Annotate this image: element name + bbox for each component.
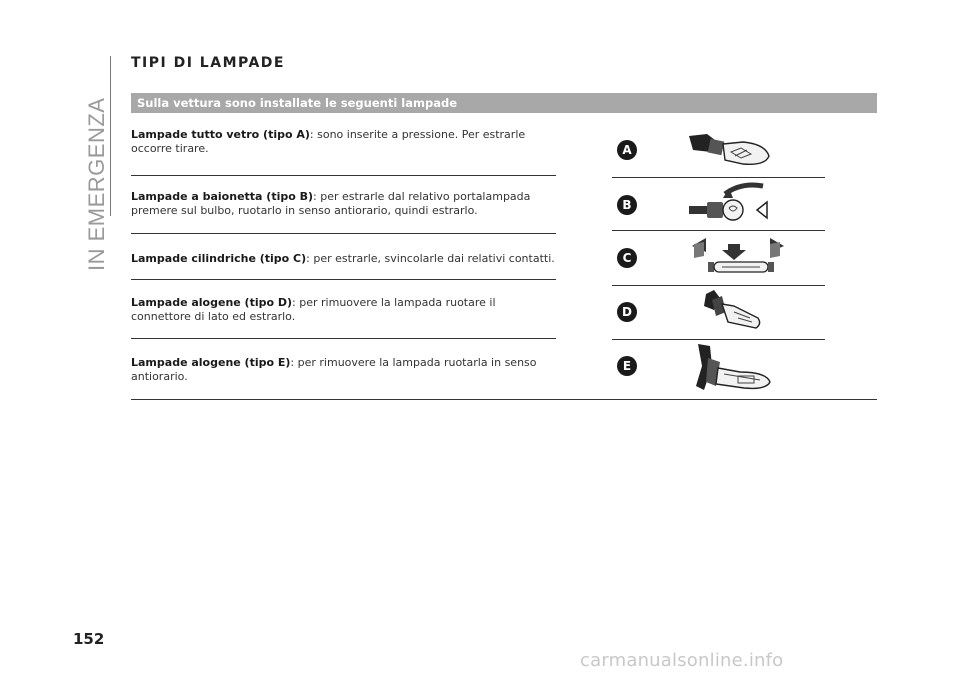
image-divider: [612, 230, 825, 231]
section-tab-label: IN EMERGENZA: [84, 97, 109, 271]
halogen-bulb-e-icon: [690, 340, 780, 396]
lamp-term: Lampade a baionetta (tipo B): [131, 190, 314, 203]
lamp-term: Lampade cilindriche (tipo C): [131, 252, 307, 265]
lamp-badge-e: E: [617, 356, 637, 376]
lamp-desc: : per estrarle, svincolarle dai relativi contatti.: [306, 252, 555, 265]
cylindrical-bulb-icon: [688, 236, 788, 280]
table-bottom-rule: [131, 399, 877, 400]
lamp-term: Lampade alogene (tipo E): [131, 356, 291, 369]
section-band: Sulla vettura sono installate le seguenti lampade: [131, 93, 877, 113]
image-divider: [612, 285, 825, 286]
lamp-row-b-text: [131, 190, 556, 218]
row-divider: [131, 233, 556, 234]
lamp-term: Lampade tutto vetro (tipo A): [131, 128, 310, 141]
row-divider: [131, 279, 556, 280]
lamp-row-d-text: [131, 296, 556, 324]
lamp-row-e-text: [131, 356, 556, 384]
lamp-row-a-text: [131, 128, 556, 156]
page-title: TIPI DI LAMPADE: [131, 55, 285, 71]
row-divider: [131, 338, 556, 339]
lamp-badge-d: D: [617, 302, 637, 322]
lamp-row-c-text: [131, 252, 556, 266]
lamp-badge-a: A: [617, 140, 637, 160]
lamp-badge-b: B: [617, 195, 637, 215]
lamp-desc: : per estrarle dal relativo portalampada premere sul bulbo, ruotarlo in senso antiorario, quindi estrarlo.: [131, 190, 531, 217]
halogen-bulb-d-icon: [700, 288, 770, 336]
page-number: 152: [73, 630, 105, 648]
image-divider: [612, 177, 825, 178]
lamp-term: Lampade alogene (tipo D): [131, 296, 293, 309]
bayonet-bulb-icon: [685, 180, 775, 226]
watermark: carmanualsonline.info: [580, 650, 784, 671]
lamp-badge-c: C: [617, 248, 637, 268]
row-divider: [131, 175, 556, 176]
lamp-desc: : sono inserite a pressione. Per estrarle occorre tirare.: [131, 128, 526, 155]
lamp-desc: : per rimuovere la lampada ruotarla in senso antiorario.: [131, 356, 537, 383]
section-side-tab: [80, 56, 111, 271]
lamp-desc: : per rimuovere la lampada ruotare il connettore di lato ed estrarlo.: [131, 296, 496, 323]
all-glass-bulb-icon: [685, 130, 775, 172]
